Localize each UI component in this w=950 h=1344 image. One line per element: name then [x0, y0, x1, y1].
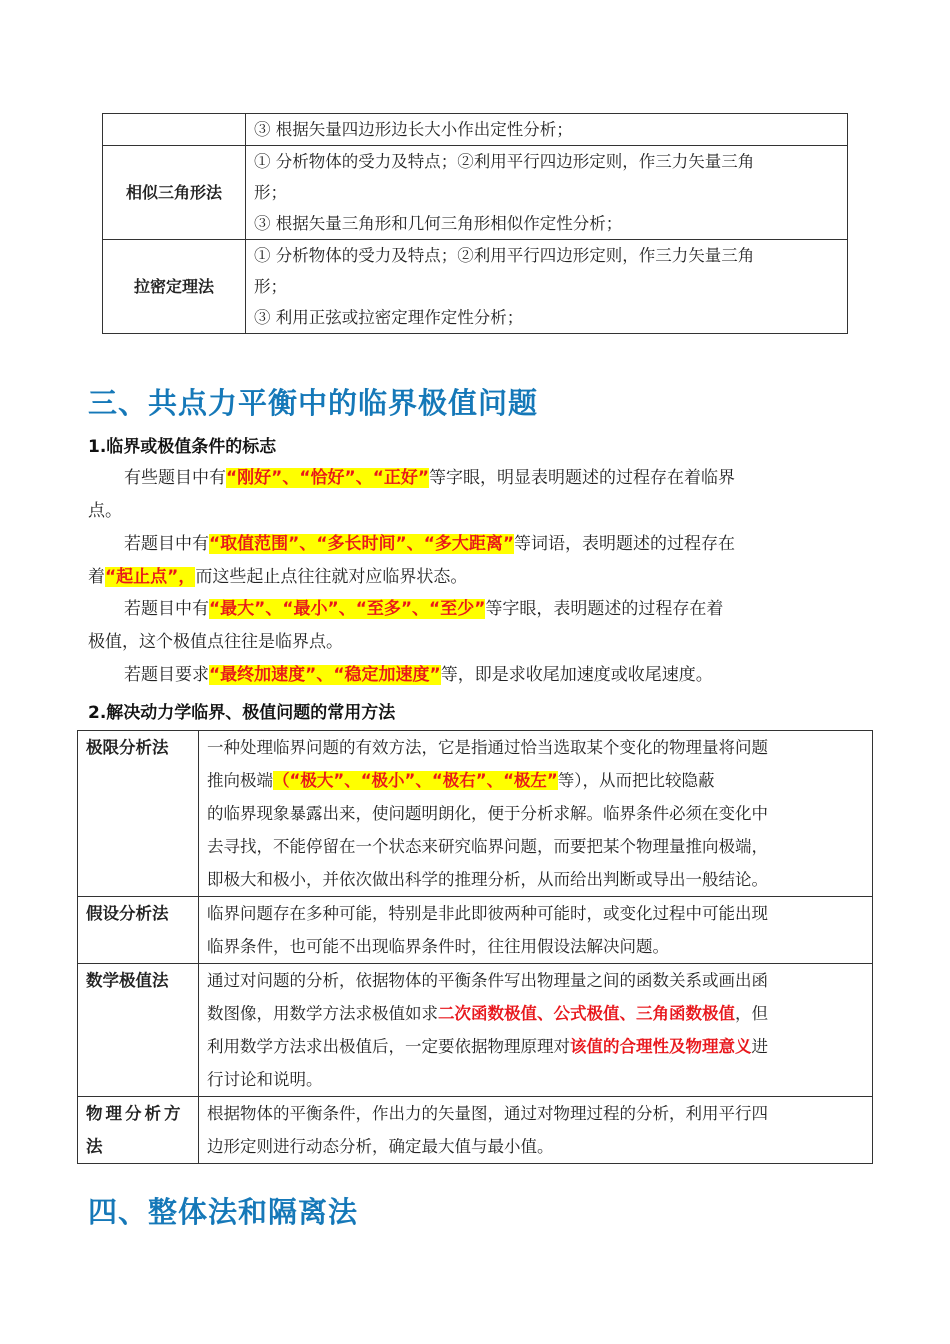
table-cell-label: 极限分析法 — [78, 731, 199, 897]
table-cell-text — [199, 1097, 873, 1164]
table-cell-text — [246, 114, 848, 146]
table-row — [78, 897, 873, 964]
text-line — [207, 997, 864, 1030]
subsection-heading: 2.解决动力学临界、极值问题的常用方法 — [88, 703, 396, 723]
table-row — [78, 731, 873, 897]
text-line: 行讨论和说明。 — [207, 1070, 323, 1089]
text-line: 一种处理临界问题的有效方法，它是指通过恰当选取某个变化的物理量将问题 — [207, 738, 768, 757]
paragraph — [88, 528, 864, 594]
emphasis-text: 二次函数极值、公式极值、三角函数极值 — [438, 1004, 735, 1023]
section-heading: 四、整体法和隔离法 — [88, 1195, 359, 1229]
text-line: 边形定则进行动态分析，确定最大值与最小值。 — [207, 1137, 554, 1156]
text-line: ③ 根据矢量三角形和几何三角形相似作定性分析； — [254, 214, 623, 233]
table-cell-text — [199, 964, 873, 1097]
text: 点。 — [88, 501, 122, 521]
table-cell-text — [199, 731, 873, 897]
text-line: 通过对问题的分析，依据物体的平衡条件写出物理量之间的函数关系或画出函 — [207, 971, 768, 990]
text-line: ① 分析物体的受力及特点；②利用平行四边形定则，作三力矢量三角 — [254, 246, 755, 265]
text: 利用数学方法求出极值后，一定要依据物理原理对 — [207, 1037, 570, 1056]
text-line — [207, 764, 864, 797]
text-line: 的临界现象暴露出来，使问题明朗化，便于分析求解。临界条件必须在变化中 — [207, 804, 768, 823]
label-line: 法 — [86, 1137, 103, 1156]
text: 等字眼，明显表明题述的过程存在着临界 — [429, 468, 736, 488]
table-cell-label: 相似三角形法 — [103, 146, 246, 240]
highlight-text: （“极大”、“极小”、“极右”、“极左” — [273, 771, 558, 790]
highlight-text: “起止点”， — [105, 567, 196, 587]
text: 等），从而把比较隐蔽 — [557, 771, 715, 790]
text-line: 临界问题存在多种可能，特别是非此即彼两种可能时，或变化过程中可能出现 — [207, 904, 768, 923]
table-cell-label: 数学极值法 — [78, 964, 199, 1097]
highlight-text: “最大”、“最小”、“至多”、“至少” — [209, 599, 486, 619]
text-line: ① 分析物体的受力及特点；②利用平行四边形定则，作三力矢量三角 — [254, 152, 755, 171]
section-heading: 三、共点力平衡中的临界极值问题 — [88, 386, 539, 420]
text-line: 形； — [254, 277, 287, 296]
table-cell-text — [199, 897, 873, 964]
text: 若题目中有 — [124, 599, 209, 619]
text: ，但 — [735, 1004, 768, 1023]
text: 数图像，用数学方法求极值如求 — [207, 1004, 438, 1023]
text-line: 临界条件，也可能不出现临界条件时，往往用假设法解决问题。 — [207, 937, 669, 956]
text-line: ③ 根据矢量四边形边长大小作出定性分析； — [254, 120, 573, 139]
text: 有些题目中有 — [124, 468, 226, 488]
text: 极值，这个极值点往往是临界点。 — [88, 632, 343, 652]
text: 进 — [751, 1037, 768, 1056]
text: 而这些起止点往往就对应临界状态。 — [195, 567, 468, 587]
text: 若题目中有 — [124, 534, 209, 554]
emphasis-text: 该值的合理性及物理意义 — [570, 1037, 752, 1056]
paragraph — [88, 659, 864, 692]
table-row — [103, 114, 848, 146]
methods-table-top — [102, 113, 848, 334]
highlight-text: “取值范围”、“多长时间”、“多大距离” — [209, 534, 515, 554]
table-cell-label: 假设分析法 — [78, 897, 199, 964]
highlight-text: “最终加速度”、“稳定加速度” — [209, 665, 441, 685]
text-line: 根据物体的平衡条件，作出力的矢量图，通过对物理过程的分析，利用平行四 — [207, 1104, 768, 1123]
text-line: 形； — [254, 183, 287, 202]
paragraph — [88, 462, 864, 528]
highlight-text: “刚好”、“恰好”、“正好” — [226, 468, 430, 488]
table-row — [103, 240, 848, 334]
table-cell-label: 拉密定理法 — [103, 240, 246, 334]
text: 等，即是求收尾加速度或收尾速度。 — [440, 665, 713, 685]
table-cell-label — [78, 1097, 199, 1164]
text: 推向极端 — [207, 771, 273, 790]
text-line: ③ 利用正弦或拉密定理作定性分析； — [254, 308, 524, 327]
table-row — [78, 964, 873, 1097]
text-line — [207, 1030, 864, 1063]
table-cell-text — [246, 146, 848, 240]
text: 若题目要求 — [124, 665, 209, 685]
text: 着 — [88, 567, 105, 587]
text-line: 即极大和极小，并依次做出科学的推理分析，从而给出判断或导出一般结论。 — [207, 870, 768, 889]
methods-table-bottom — [77, 730, 873, 1164]
label-line: 物理分析方 — [86, 1104, 184, 1123]
subsection-heading: 1.临界或极值条件的标志 — [88, 437, 277, 457]
table-row — [78, 1097, 873, 1164]
table-cell-text — [246, 240, 848, 334]
table-cell-label — [103, 114, 246, 146]
text-line: 去寻找，不能停留在一个状态来研究临界问题，而要把某个物理量推向极端， — [207, 837, 768, 856]
paragraph — [88, 593, 864, 659]
table-row — [103, 146, 848, 240]
text: 等字眼，表明题述的过程存在着 — [485, 599, 724, 619]
text: 等词语，表明题述的过程存在 — [514, 534, 736, 554]
